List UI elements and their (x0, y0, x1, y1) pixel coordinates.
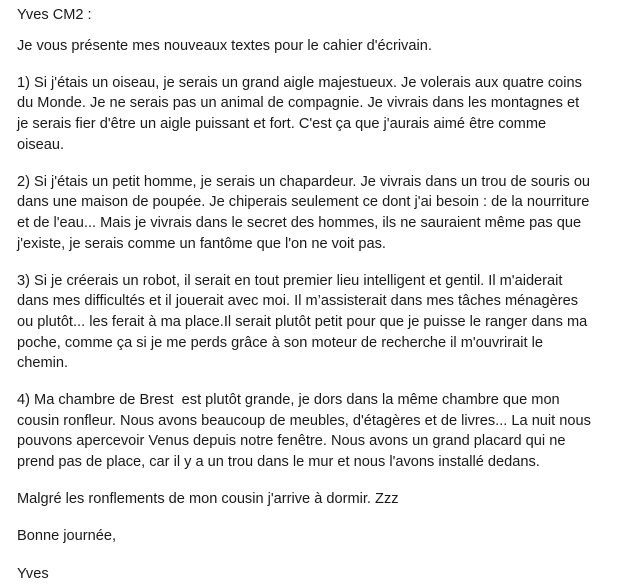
paragraph-line: 3) Si je créerais un robot, il serait en tout premier lieu intelligent et gentil. Il m'aiderait (17, 272, 563, 289)
paragraph-line: cousin ronfleur. Nous avons beaucoup de meubles, d'étagères et de livres... La nuit nous (17, 412, 591, 429)
paragraph-line: 2) Si j'étais un petit homme, je serais un chapardeur. Je vivrais dans un trou de souris ou (17, 173, 591, 190)
paragraph-line: j'existe, je serais comme un fantôme que l'on ne voit pas. (17, 235, 386, 252)
spacer (17, 547, 631, 564)
signature: Yves (17, 565, 49, 582)
paragraph-line: chemin. (17, 355, 69, 372)
paragraph-line: oiseau. (17, 136, 65, 153)
paragraph-4 (17, 390, 631, 472)
paragraph-line: pouvons apercevoir Venus depuis notre fenêtre. Nous avons un grand placard qui ne (17, 433, 566, 450)
document-title: Yves CM2 : (17, 7, 92, 23)
spacer (17, 254, 631, 271)
closing-text: Malgré les ronflements de mon cousin j'arrive à dormir. Zzz (17, 491, 399, 508)
spacer (17, 510, 631, 527)
paragraph-line: ou plutôt... les ferait à ma place.Il serait plutôt petit pour que je puisse le ranger dans ma (17, 313, 588, 330)
intro-text: Je vous présente mes nouveaux textes pour le cahier d'écrivain. (17, 37, 432, 54)
spacer (17, 473, 631, 490)
paragraph-2 (17, 172, 631, 254)
paragraph-line: 1) Si j'étais un oiseau, je serais un grand aigle majestueux. Je volerais aux quatre coins (17, 74, 582, 91)
paragraph-1 (17, 73, 631, 155)
spacer (17, 374, 631, 391)
paragraph-line: dans une maison de poupée. Je chiperais seulement ce dont j'ai besoin : de la nourriture (17, 194, 590, 211)
paragraph-line: du Monde. Je ne serais pas un animal de compagnie. Je vivrais dans les montagnes et (17, 95, 580, 112)
spacer (17, 155, 631, 172)
spacer (17, 26, 631, 36)
paragraph-3 (17, 271, 631, 374)
paragraph-line: 4) Ma chambre de Brest est plutôt grande, je dors dans la même chambre que mon (17, 392, 560, 409)
paragraph-line: je serais fier d'être un aigle puissant et fort. C'est ça que j'aurais aimé être comme (17, 115, 547, 132)
paragraph-line: dans mes difficultés et il jouerait avec moi. Il m’assisterait dans mes tâches ménagères (17, 293, 579, 310)
paragraph-line: prend pas de place, car il y a un trou dans le mur et nous l'avons installé dedans. (17, 454, 540, 471)
paragraph-line: et de l'eau... Mais je vivrais dans le secret des hommes, ils ne sauraient même pas que (17, 214, 582, 231)
spacer (17, 56, 631, 73)
greeting-text: Bonne journée, (17, 528, 116, 545)
paragraph-line: poche, comme ça si je me perds grâce à son moteur de recherche il m'ouvrirait le (17, 334, 543, 351)
